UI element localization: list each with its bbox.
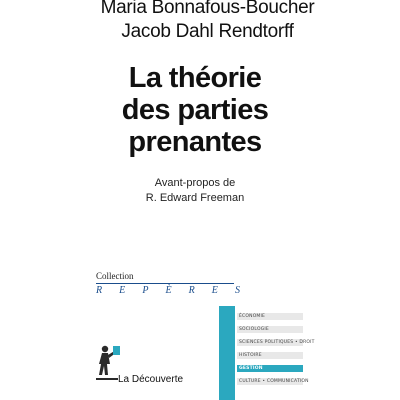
category-item: HISTOIRE: [237, 352, 303, 359]
collection-letter: S: [234, 285, 240, 296]
authors: [95, 0, 320, 44]
title-line: prenantes: [128, 126, 262, 158]
collection-letter: P: [142, 285, 149, 296]
author-name: Jacob Dahl Rendtorff: [121, 21, 294, 42]
collection-label: Collection: [96, 271, 134, 281]
collection-letter: E: [119, 285, 126, 296]
category-item: SCIENCES POLITIQUES • DROIT: [239, 340, 315, 345]
foreword-author: R. Edward Freeman: [145, 192, 245, 204]
foreword-label: Avant-propos de: [154, 177, 236, 189]
category-item: GESTION: [237, 365, 303, 372]
collection-letter: R: [96, 285, 103, 296]
collection-letter: R: [188, 285, 195, 296]
collection-letter: È: [165, 285, 172, 296]
category-item: CULTURE • COMMUNICATION: [239, 379, 309, 384]
category-item: SOCIOLOGIE: [237, 326, 303, 333]
accent-bar: [219, 306, 235, 400]
title-line: des parties: [121, 94, 269, 126]
author-name: Maria Bonnafous-Boucher: [100, 0, 315, 18]
category-list: [237, 313, 315, 391]
collection-letter: E: [211, 285, 218, 296]
category-item: ÉCONOMIE: [237, 313, 303, 320]
foreword: [120, 176, 270, 206]
collection-name: [96, 285, 240, 296]
book-title: [60, 62, 330, 158]
collection-divider: [96, 283, 234, 284]
title-line: La théorie: [128, 62, 262, 94]
publisher-name: La Découverte: [118, 374, 184, 385]
